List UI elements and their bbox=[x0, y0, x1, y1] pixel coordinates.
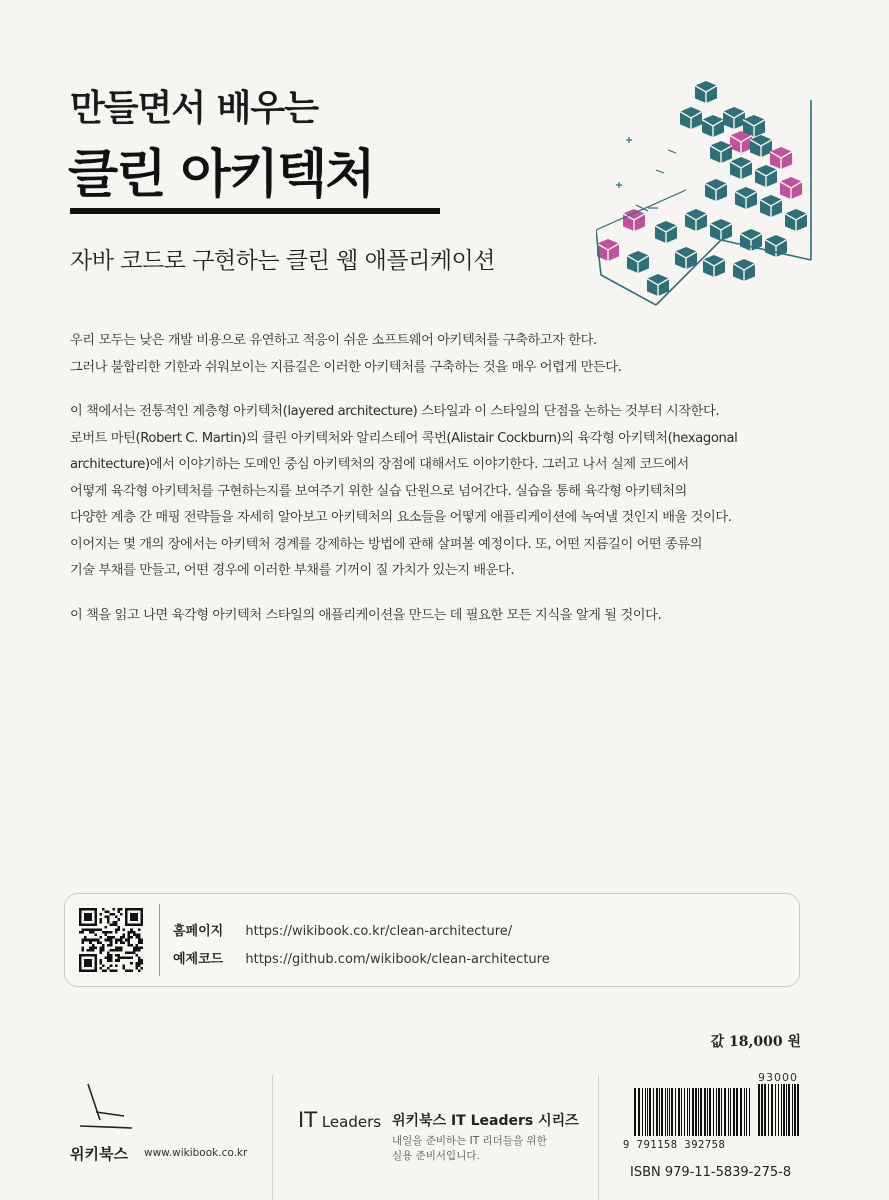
publisher-url[interactable]: www.wikibook.co.kr bbox=[144, 1147, 248, 1159]
publisher-name: 위키북스 bbox=[70, 1145, 128, 1163]
example-code-link[interactable]: https://github.com/wikibook/clean-architecture bbox=[245, 952, 550, 967]
description-line: 이 책을 읽고 나면 육각형 아키텍처 스타일의 애플리케이션을 만드는 데 필요한 모든 지식을 알게 될 것이다. bbox=[70, 607, 662, 623]
footer-divider bbox=[598, 1075, 599, 1200]
barcode-number: 9 791158 392758 bbox=[623, 1139, 726, 1151]
homepage-link[interactable]: https://wikibook.co.kr/clean-architecture/ bbox=[245, 924, 513, 939]
links-box bbox=[64, 893, 800, 987]
description-line: 기술 부채를 만들고, 어떤 경우에 이러한 부채를 기꺼이 질 가치가 있는지 배운다. bbox=[70, 563, 515, 578]
description-line: architecture)에서 이야기하는 도메인 중심 아키텍처의 장점에 대해서도 이야기한다. 그러고 나서 실제 코드에서 bbox=[70, 457, 689, 472]
subtitle: 자바 코드로 구현하는 클린 웹 애플리케이션 bbox=[70, 248, 495, 274]
footer-divider bbox=[272, 1075, 273, 1200]
hexagon-cubes-illustration bbox=[596, 80, 820, 320]
book-description bbox=[70, 328, 770, 647]
links-divider bbox=[159, 904, 160, 976]
description-line: 다양한 계층 간 매핑 전략들을 자세히 알아보고 아키텍처의 요소들을 어떻게 애플리케이션에 녹여낼 것인지 배울 것이다. bbox=[70, 510, 732, 525]
title-line-2: 클린 아키텍처 bbox=[68, 145, 374, 205]
example-code-label: 예제코드 bbox=[173, 952, 224, 967]
it-leaders-logo-it: IT bbox=[298, 1108, 318, 1132]
it-leaders-logo-leaders: Leaders bbox=[321, 1113, 382, 1131]
title-underline bbox=[70, 208, 440, 214]
title-line-1: 만들면서 배우는 bbox=[70, 88, 318, 129]
series-name: 위키북스 IT Leaders 시리즈 bbox=[392, 1113, 579, 1129]
description-paragraph-3 bbox=[70, 603, 770, 630]
qr-code[interactable] bbox=[79, 908, 143, 972]
description-line: 이 책에서는 전통적인 계층형 아키텍처(layered architecture) 스타일과 이 스타일의 단점을 논하는 것부터 시작한다. bbox=[70, 404, 720, 419]
description-line: 이어지는 몇 개의 장에서는 아키텍처 경계를 강제하는 방법에 관해 살펴볼 예정이다. 또, 어떤 지름길이 어떤 종류의 bbox=[70, 536, 703, 552]
series-description-line: 내일을 준비하는 IT 리더들을 위한 bbox=[392, 1135, 547, 1147]
description-line: 로버트 마틴(Robert C. Martin)의 클린 아키텍처와 알리스테어 콕번(Alistair Cockburn)의 육각형 아키텍처(hexagonal bbox=[70, 430, 738, 446]
description-line: 그러나 불합리한 기한과 쉬워보이는 지름길은 이러한 아키텍처를 구축하는 것을 매우 어렵게 만든다. bbox=[70, 359, 622, 375]
homepage-row bbox=[173, 920, 512, 939]
isbn-number: ISBN 979-11-5839-275-8 bbox=[630, 1165, 792, 1180]
price: 값 18,000 원 bbox=[710, 1034, 801, 1050]
example-code-row bbox=[173, 948, 550, 967]
description-paragraph-1 bbox=[70, 328, 770, 381]
series-description bbox=[392, 1134, 547, 1164]
description-line: 우리 모두는 낮은 개발 비용으로 유연하고 적응이 쉬운 소프트웨어 아키텍처를 구축하고자 한다. bbox=[70, 333, 597, 348]
homepage-label: 홈페이지 bbox=[173, 924, 224, 939]
description-paragraph-2 bbox=[70, 399, 770, 585]
wikibooks-logo-icon bbox=[72, 1080, 136, 1140]
barcode-addon-number: 93000 bbox=[758, 1071, 798, 1084]
it-leaders-logo bbox=[298, 1108, 381, 1132]
description-line: 어떻게 육각형 아키텍처를 구현하는지를 보여주기 위한 실습 단원으로 넘어간다. 실습을 통해 육각형 아키텍처의 bbox=[70, 483, 687, 499]
series-description-line: 실용 준비서입니다. bbox=[392, 1150, 480, 1162]
